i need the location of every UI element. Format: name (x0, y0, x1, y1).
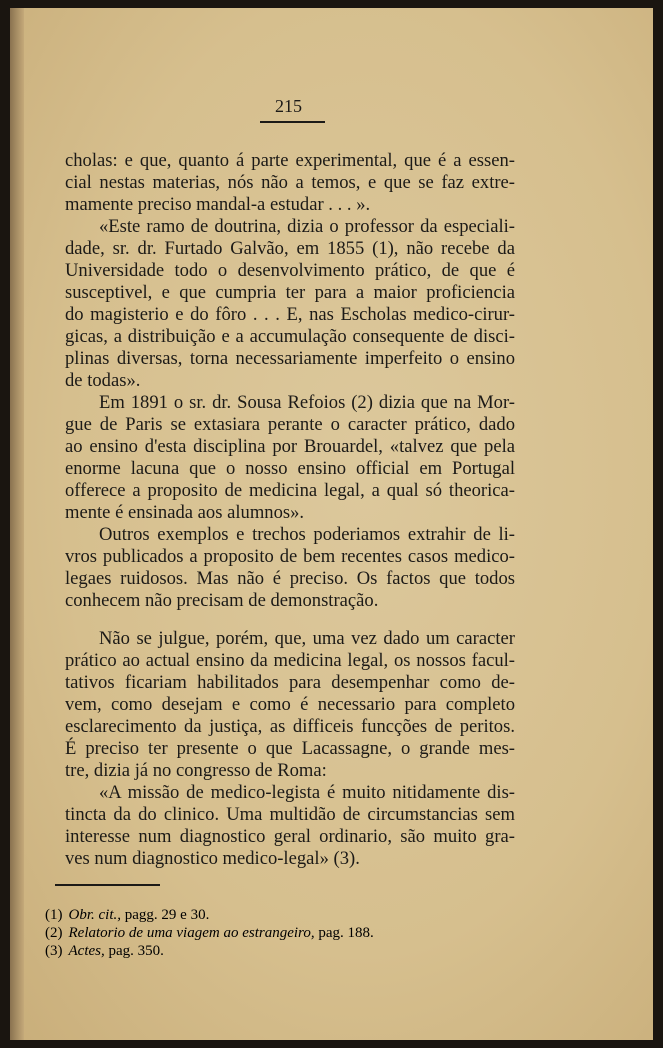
header-rule (260, 121, 325, 123)
text-line: offerece a proposito de medicina legal, a qual só theorica- (65, 480, 515, 501)
text-line: tre, dizia já no congresso de Roma: (65, 760, 327, 781)
text-line: É preciso ter presente o que Lacassagne, o grande mes- (65, 738, 515, 759)
text-line: legaes ruidosos. Mas não é preciso. Os factos que todos (65, 568, 515, 589)
text-line: vem, como desejam e como é necessario para completo (65, 694, 515, 715)
footnote-number: (2) (45, 925, 63, 941)
text-line: tincta da do clinico. Uma multidão de circumstancias sem (65, 804, 515, 825)
footnote-title: Actes, (68, 943, 105, 959)
book-page (10, 8, 653, 1040)
text-line: vros publicados a proposito de bem recentes casos medico- (65, 546, 515, 567)
text-line: prático ao actual ensino da medicina legal, os nossos facul- (65, 650, 515, 671)
text-line: mente é ensinada aos alumnos». (65, 502, 305, 523)
text-line: gue de Paris se extasiara perante o caracter prático, dado (65, 414, 515, 435)
text-line: plinas diversas, torna necessariamente imperfeito o ensino (65, 348, 515, 369)
text-line: do magisterio e do fôro . . . E, nas Escholas medico-cirur- (65, 304, 515, 325)
text-line: Em 1891 o sr. dr. Sousa Refoios (2) dizia que na Mor- (99, 392, 515, 413)
text-line: cholas: e que, quanto á parte experimental, que é a essen- (65, 150, 515, 171)
text-line: ves num diagnostico medico-legal» (3). (65, 848, 360, 869)
footnote-number: (1) (45, 907, 63, 923)
footnote-title: Obr. cit., (68, 907, 121, 923)
text-line: mamente preciso mandal-a estudar . . . ». (65, 194, 371, 215)
text-line: susceptivel, e que cumpria ter para a maior proficiencia (65, 282, 515, 303)
text-line: «A missão de medico-legista é muito nitidamente dis- (99, 782, 515, 803)
footnote-text: pag. 188. (314, 925, 374, 941)
text-line: tativos ficariam habilitados para desempenhar como de- (65, 672, 515, 693)
footnote (45, 924, 374, 942)
page-number: 215 (275, 96, 302, 116)
text-line: Universidade todo o desenvolvimento prático, de que é (65, 260, 515, 281)
text-line: gicas, a distribuição e a accumulação consequente de disci- (65, 326, 515, 347)
footnote (45, 906, 209, 924)
text-line: conhecem não precisam de demonstração. (65, 590, 379, 611)
text-line: «Este ramo de doutrina, dizia o professor da especiali- (99, 216, 515, 237)
text-line: interesse num diagnostico geral ordinario, são muito gra- (65, 826, 515, 847)
footnote-title: Relatorio de uma viagem ao estrangeiro, (68, 925, 315, 941)
footnote-number: (3) (45, 943, 63, 959)
text-line: esclarecimento da justiça, as difficeis funcções de peritos. (65, 716, 515, 737)
text-line: Não se julgue, porém, que, uma vez dado um caracter (99, 628, 515, 649)
footnote (45, 942, 164, 960)
text-line: dade, sr. dr. Furtado Galvão, em 1855 (1), não recebe da (65, 238, 515, 259)
footnote-text: pagg. 29 e 30. (121, 907, 210, 923)
footnote-rule (55, 884, 160, 886)
text-line: Outros exemplos e trechos poderiamos extrahir de li- (99, 524, 515, 545)
text-line: ao ensino d'esta disciplina por Brouardel, «talvez que pela (65, 436, 515, 457)
text-line: cial nestas materias, nós não a temos, e que se faz extre- (65, 172, 515, 193)
page-binding-edge (10, 8, 24, 1040)
text-line: de todas». (65, 370, 141, 391)
footnote-text: pag. 350. (104, 943, 164, 959)
text-line: enorme lacuna que o nosso ensino official em Portugal (65, 458, 515, 479)
